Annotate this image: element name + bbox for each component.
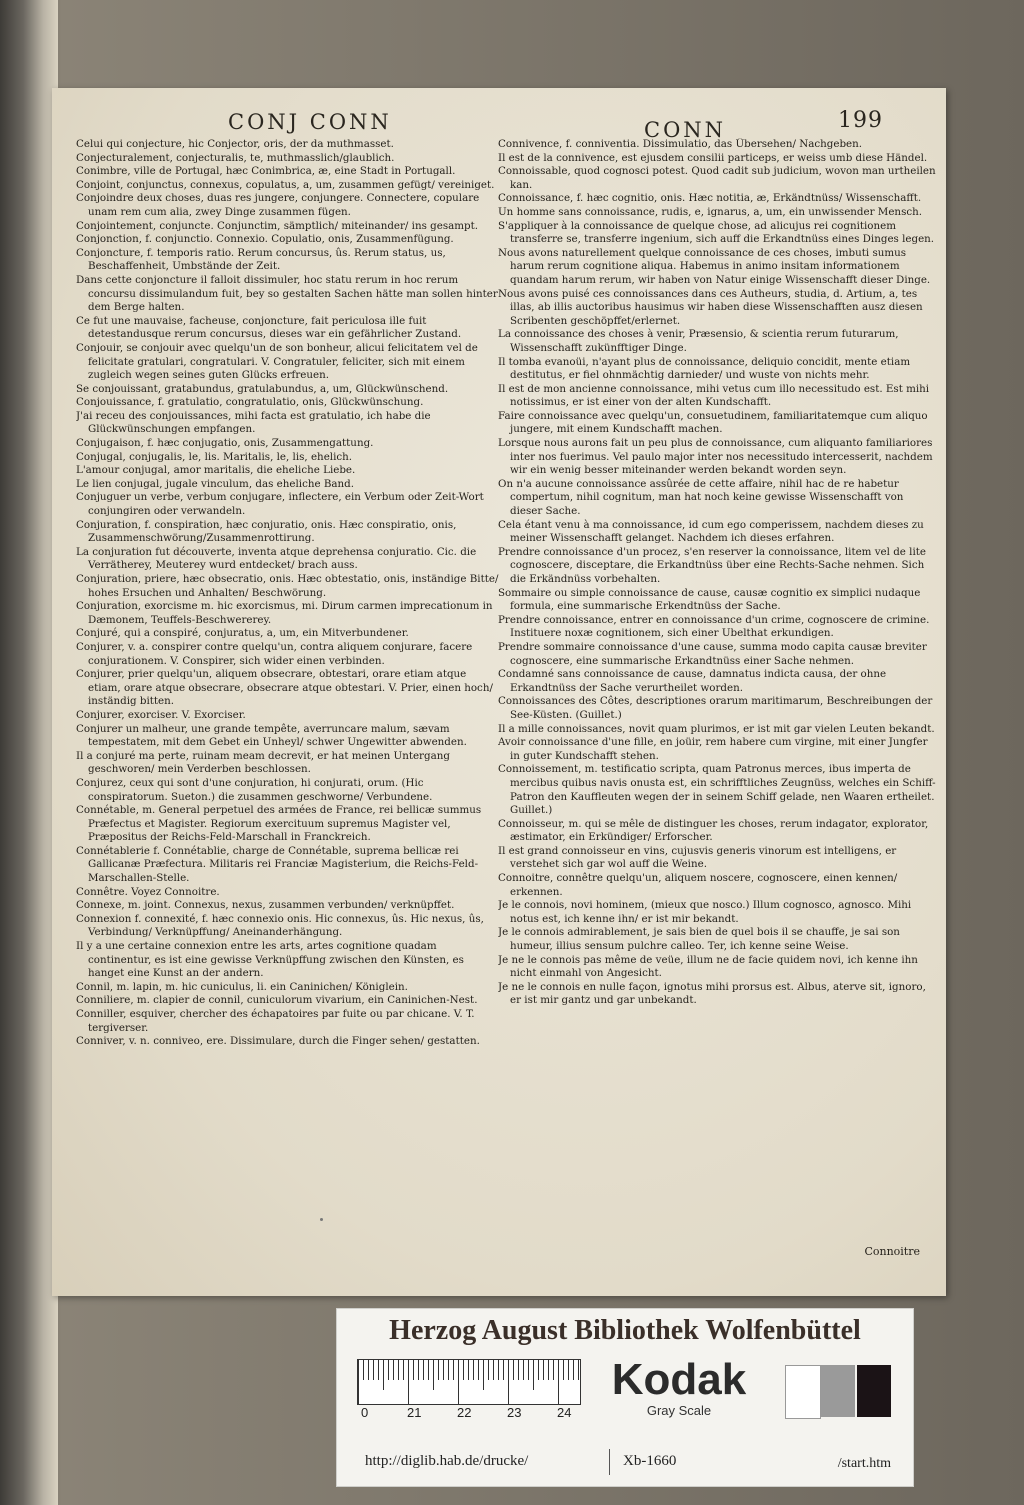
ruler-number: 24 (557, 1405, 572, 1420)
dictionary-entry: Conjugal, conjugalis, le, lis. Maritalis, le, lis, ehelich. (76, 450, 353, 463)
book-binding (0, 0, 58, 1505)
dictionary-entry: S'appliquer à la connoissance de quelque chose, ad alicujus rei cognitionem transferre se, transferre ingenium, sich auff die Erkandtnüss eines Dinges legen. (498, 219, 935, 246)
ruler-tick (558, 1360, 559, 1404)
ruler-tick (443, 1360, 444, 1380)
dictionary-entry: Conjuration, f. conspiration, hæc conjuratio, onis. Hæc conspiratio, onis, Zusammenschwörung/Zusammenrottirung. (76, 518, 457, 545)
ruler-tick (428, 1360, 429, 1380)
dictionary-entry: Connoissable, quod cognosci potest. Quod cadit sub judicium, wovon man urtheilen kan. (498, 165, 936, 191)
dictionary-entry: Connil, m. lapin, m. hic cuniculus, li. ein Caninichen/ Königlein. (76, 980, 408, 993)
dictionary-entry: Connoisseur, m. qui se mêle de distinguer les choses, rerum indagator, explorator, æstimator, ein Erkündiger/ Erforscher. (498, 817, 929, 844)
dictionary-entry: Conjouissance, f. gratulatio, congratulatio, onis, Glückwünschung. (76, 396, 424, 409)
dictionary-entry: Connoissances des Côtes, descriptiones orarum maritimarum, Beschreibungen der See-Küsten. (Guillet.) (498, 695, 933, 721)
ruler-tick (553, 1360, 554, 1380)
ruler-tick (408, 1360, 409, 1404)
ruler-tick (563, 1360, 564, 1380)
ruler-number: 23 (507, 1405, 522, 1420)
ruler-tick (543, 1360, 544, 1380)
dictionary-entry: Il y a une certaine connexion entre les arts, artes cognitione quadam continentur, es ist eine gewisse Verknüpffung zwischen den Künsten, es hanget eine Kunst an der andern. (76, 940, 464, 980)
ruler-tick (378, 1360, 379, 1380)
dictionary-entry: Conjuration, exorcisme m. hic exorcismus, mi. Dirum carmen imprecationum in Dæmonem, Teuffels-Beschwererey. (76, 600, 493, 626)
ruler-tick (488, 1360, 489, 1380)
ruler-tick (578, 1360, 579, 1380)
color-target-card (336, 1308, 914, 1487)
dictionary-entry: Condamné sans connoissance de cause, damnatus indicta causa, der ohne Erkandtnüss der Sache verurtheilet worden. (498, 668, 887, 694)
ruler-tick (398, 1360, 399, 1380)
dictionary-entry: Il a conjuré ma perte, ruinam meam decrevit, er hat meinen Untergang geschworen/ mein Verderben beschlossen. (76, 749, 450, 776)
dictionary-entry: Je ne le connois en nulle façon, ignotus mihi prorsus est. Albus, aterve sit, ignoro, er ist mir gantz und gar unbekandt. (498, 980, 926, 1007)
dictionary-entry: Nous avons naturellement quelque connoissance de ces choses, imbuti sumus harum rerum cognitione aliqua. Habemus in animo insitam informationem quandam harum rerum, wir haben von Natur einige Wissenschafft dieser Dinge. (498, 246, 931, 286)
ruler-tick (423, 1360, 424, 1380)
divider (609, 1449, 610, 1475)
dictionary-entry: Prendre connoissance d'un procez, s'en reserver la connoissance, litem vel de lite cognoscere, disceptare, die Erkandtnüss über eine Rechts-Sache nehmen. Sich die Erkändnüss vorbehalten. (498, 545, 926, 585)
ruler-tick (468, 1360, 469, 1380)
dictionary-entry: Il est grand connoisseur en vins, cujusvis generis vinorum est intelligens, er verstehet sich gar wol auff die Weine. (498, 844, 897, 871)
dictionary-entry: Connêtre. Voyez Connoitre. (76, 885, 220, 898)
dictionary-entry: Lorsque nous aurons fait un peu plus de connoissance, cum aliquanto familiariores inter nos fuerimus. Vel paulo major inter nos necessitudo intercesserit, nachdem wir ein wenig besser miteinander werden bekandt worden seyn. (498, 437, 933, 477)
dictionary-entry: Il a mille connoissances, novit quam plurimos, er ist mit gar vielen Leuten bekandt. (498, 722, 935, 735)
ruler-tick (483, 1360, 484, 1390)
catchword: Connoitre (864, 1245, 920, 1258)
ruler-tick (573, 1360, 574, 1380)
ruler-tick (438, 1360, 439, 1380)
dictionary-entry: Conjoint, conjunctus, connexus, copulatus, a, um, zusammen gefügt/ vereiniget. (76, 178, 495, 191)
dictionary-entry: Sommaire ou simple connoissance de cause, causæ cognitio ex simplici nudaque formula, eine summarische Erkendtnüss der Sache. (498, 586, 921, 613)
dictionary-entry: Il tomba evanoüi, n'ayant plus de connoissance, deliquio concidit, mente etiam destitutus, er fiel ohnmächtig darnieder/ und wuste von nichts mehr. (498, 355, 911, 382)
gray-scale-label: Gray Scale (646, 1403, 712, 1418)
start-path: /start.htm (837, 1456, 891, 1471)
dictionary-entry: La connoissance des choses à venir, Præsensio, & scientia rerum futurarum, Wissenschafft zukünfftiger Dinge. (498, 328, 899, 354)
dictionary-entry: Conjouir, se conjouir avec quelqu'un de son bonheur, alicui felicitatem vel de felicitate gratulari, congratulari. V. Congratuler, feliciter, sich mit einem zugleich wegen seines guten Glücks erfreuen. (76, 341, 478, 382)
dictionary-entry: Conjoindre deux choses, duas res jungere, conjungere. Connectere, copulare unam rem cum alia, zwey Dinge zusammen fügen. (76, 192, 480, 218)
ruler-number: 21 (407, 1405, 422, 1420)
library-name: Herzog August Bibliothek Wolfenbüttel (389, 1315, 861, 1346)
dictionary-entry: Conniliere, m. clapier de connil, cuniculorum vivarium, ein Caninichen-Nest. (76, 994, 478, 1007)
dictionary-entry: Se conjouissant, gratabundus, gratulabundus, a, um, Glückwünschend. (76, 382, 449, 395)
dictionary-entry: Conjoncture, f. temporis ratio. Rerum concursus, ûs. Rerum status, us, Beschaffenheit, Umbstände der Zeit. (76, 246, 446, 273)
book-page (52, 88, 946, 1296)
ruler-tick (463, 1360, 464, 1380)
dictionary-entry: Je ne le connois pas même de veüe, illum ne de facie quidem novi, ich kenne ihn nicht einmahl von Angesicht. (498, 953, 918, 980)
dictionary-entry: Conjurer, prier quelqu'un, aliquem obsecrare, obtestari, orare etiam atque etiam, orare atque obsecrare, obsecrare atque obtestari. V. Prier, einen hoch/ inständig bitten. (76, 668, 493, 708)
ruler-tick (363, 1360, 364, 1380)
dictionary-entry: Prendre connoissance, entrer en connoissance d'un crime, cognoscere de crimine. Instituere noxæ cognitionem, sich einer Ubelthat erkundigen. (498, 613, 930, 640)
ruler-tick (383, 1360, 384, 1390)
dictionary-entry: Connoissance, f. hæc cognitio, onis. Hæc notitia, æ, Erkändtnüss/ Wissenschafft. (498, 192, 922, 205)
dictionary-entry: Conniller, esquiver, chercher des échapatoires par fuite ou par chicane. V. T. tergiverser. (76, 1008, 475, 1034)
dictionary-entry: Conjuration, priere, hæc obsecratio, onis. Hæc obtestatio, onis, inständige Bitte/ hohes Ersuchen und Anhalten/ Beschwörung. (76, 573, 499, 599)
dictionary-entry: J'ai receu des conjouissances, mihi facta est gratulatio, ich habe die Glückwünschungen empfangen. (76, 409, 431, 436)
dictionary-entry: Conjuguer un verbe, verbum conjugare, inflectere, ein Verbum oder Zeit-Wort conjungiren oder verwandeln. (76, 491, 484, 518)
dictionary-entry: Connétable, m. General perpetuel des armées de France, rei bellicæ summus Præfectus et Magister. Regiorum exercituum supremus Magister vel, Præpositus der Reichs-Feld-Marschall in Franckreich. (76, 804, 482, 844)
ruler-tick (508, 1360, 509, 1404)
ruler-tick (388, 1360, 389, 1380)
ruler-tick (373, 1360, 374, 1380)
ruler-tick (503, 1360, 504, 1380)
dictionary-entry: Prendre sommaire connoissance d'une cause, summa modo capita causæ breviter cognoscere, eine summarische Erkandtnüss einer Sache nehmen. (498, 640, 927, 667)
ruler-number: 0 (361, 1405, 369, 1420)
kodak-logo: Kodak (611, 1355, 747, 1404)
dictionary-entry: Connexe, m. joint. Connexus, nexus, zusammen verbunden/ verknüpffet. (76, 899, 455, 912)
dictionary-entry: Le lien conjugal, jugale vinculum, das eheliche Band. (76, 477, 355, 490)
dictionary-entry: Connexion f. connexité, f. hæc connexio onis. Hic connexus, ûs. Hic nexus, ûs, Verbindung/ Verknüpffung/ Aneinanderhängung. (76, 912, 484, 939)
right-column (498, 138, 936, 1288)
ruler-tick (533, 1360, 534, 1390)
dictionary-entry: Conjuré, qui a conspiré, conjuratus, a, um, ein Mitverbundener. (76, 627, 409, 640)
dictionary-entry: Conimbre, ville de Portugal, hæc Conimbrica, æ, eine Stadt in Portugall. (76, 165, 456, 178)
library-url: http://diglib.hab.de/drucke/ (365, 1453, 529, 1469)
dictionary-entry: Connétablerie f. Connétablie, charge de Connétable, suprema bellicæ rei Gallicanæ Præfectura. Militaris rei Franciæ Magisterium, die Reichs-Feld-Marschallen-Stelle. (76, 844, 479, 885)
ruler-tick (513, 1360, 514, 1380)
dictionary-entry: Dans cette conjoncture il falloit dissimuler, hoc statu rerum in hoc rerum concursu dissimulandum fuit, bey so gestalten Sachen hätte man sollen hinter dem Berge halten. (76, 273, 498, 314)
dictionary-entry: Connoissement, m. testificatio scripta, quam Patronus merces, ibus imperta de mercibus quibus navis onusta est, ein schrifftliches Zeugnüss, welches ein Schiff-Patron den Kauffleuten wegen der in seinem Schiff gelade, nen Waaren ertheilet. Guillet.) (498, 763, 936, 817)
dictionary-entry: On n'a aucune connoissance assûrée de cette affaire, nihil hac de re habetur compertum, nihil cognitum, man hat noch keine gewisse Wissenschafft von dieser Sache. (498, 477, 904, 518)
swatch-black (857, 1365, 891, 1417)
running-head-left: CONJ CONN (228, 110, 392, 134)
dictionary-entry: Connivence, f. conniventia. Dissimulatio, das Übersehen/ Nachgeben. (498, 138, 863, 150)
page-number: 199 (838, 108, 883, 133)
ruler-tick (403, 1360, 404, 1380)
ruler-number: 22 (457, 1405, 472, 1420)
dictionary-entry: Je le connois admirablement, je sais bien de quel bois il se chauffe, je sai son humeur, illius sensum pulchre calleo. Ter, ich kenne seine Weise. (498, 926, 900, 953)
dictionary-entry: Conjurer un malheur, une grande tempête, averruncare malum, sævam tempestatem, mit dem Gebet ein Unheyl/ schwer Ungewitter abwenden. (76, 722, 467, 749)
dictionary-entry: Conjecturalement, conjecturalis, te, muthmasslich/glaublich. (76, 151, 395, 164)
ruler-tick (473, 1360, 474, 1380)
ruler-tick (453, 1360, 454, 1380)
dictionary-entry: Faire connoissance avec quelqu'un, consuetudinem, familiaritatemque cum aliquo jungere, mit einem Kundschafft machen. (498, 409, 928, 436)
swatch-white (785, 1365, 821, 1419)
ruler-tick (368, 1360, 369, 1380)
running-head-right: CONN (644, 118, 727, 142)
dictionary-entry: Je le connois, novi hominem, (mieux que nosco.) Illum cognosco, agnosco. Mihi notus est, ich kenne ihn/ er ist mir bekandt. (498, 899, 912, 925)
ruler-tick (448, 1360, 449, 1380)
dictionary-entry: La conjuration fut découverte, inventa atque deprehensa conjuratio. Cic. die Verrätherey, Meuterey wurd entdecket/ brach auss. (76, 545, 477, 572)
ruler-tick (393, 1360, 394, 1380)
dictionary-entry: Avoir connoissance d'une fille, en joüir, rem habere cum virgine, mit einer Jungfer in guter Kundschafft stehen. (498, 736, 928, 762)
dictionary-entry: Conniver, v. n. conniveo, ere. Dissimulare, durch die Finger sehen/ gestatten. (76, 1035, 480, 1048)
ruler-tick (418, 1360, 419, 1380)
ruler-tick (478, 1360, 479, 1380)
dictionary-entry: Conjonction, f. conjunctio. Connexio. Copulatio, onis, Zusammenfügung. (76, 233, 454, 246)
dictionary-entry: Conjurer, exorciser. V. Exorciser. (76, 708, 246, 721)
ruler-tick (538, 1360, 539, 1380)
ruler-numbers (361, 1405, 581, 1421)
page-mark (320, 1218, 323, 1221)
dictionary-entry: Il est de la connivence, est ejusdem consilii particeps, er weiss umb diese Händel. (498, 151, 928, 164)
dictionary-entry: Conjurez, ceux qui sont d'une conjuration, hi conjurati, orum. (Hic conspiratorum. Sueton.) die zusammen geschworne/ Verbundene. (76, 776, 433, 803)
dictionary-entry: L'amour conjugal, amor maritalis, die eheliche Liebe. (76, 464, 356, 477)
dictionary-entry: Conjurer, v. a. conspirer contre quelqu'un, contra aliquem conjurare, facere conjurationem. V. Conspirer, sich wider einen verbinden. (76, 640, 473, 667)
dictionary-entry: Il est de mon ancienne connoissance, mihi vetus cum illo necessitudo est. Est mihi notissimus, er ist einer von der alten Kundschafft. (498, 382, 930, 409)
ruler-scale (357, 1359, 581, 1405)
dictionary-entry: Celui qui conjecture, hic Conjector, oris, der da muthmasset. (76, 138, 394, 150)
dictionary-entry: Ce fut une mauvaise, facheuse, conjoncture, fait periculosa ille fuit detestandusque rerum concursus, dieses war ein gefährlicher Zustand. (76, 314, 462, 341)
ruler-tick (518, 1360, 519, 1380)
ruler-tick (433, 1360, 434, 1390)
ruler-tick (548, 1360, 549, 1380)
left-column (76, 138, 502, 1288)
ruler-tick (413, 1360, 414, 1380)
ruler-tick (458, 1360, 459, 1404)
shelfmark: Xb-1660 (623, 1453, 677, 1469)
ruler-tick (528, 1360, 529, 1380)
ruler-tick (498, 1360, 499, 1380)
dictionary-entry: Nous avons puisé ces connoissances dans ces Autheurs, studia, d. Artium, a, tes illas, ab illis auctoribus hausimus wir haben diese Wissenschafften ausz diesen Scribenten geschöpffet/erlernet. (498, 287, 923, 327)
ruler-tick (493, 1360, 494, 1380)
dictionary-entry: Cela étant venu à ma connoissance, id cum ego comperissem, nachdem dieses zu meiner Wissenschafft gelanget. Nachdem ich dieses erfahren. (498, 518, 924, 545)
ruler-tick (568, 1360, 569, 1380)
swatch-gray (821, 1365, 855, 1417)
ruler-tick (358, 1360, 359, 1404)
ruler-tick (523, 1360, 524, 1380)
dictionary-entry: Conjugaison, f. hæc conjugatio, onis, Zusammengattung. (76, 437, 374, 450)
dictionary-entry: Conjointement, conjuncte. Conjunctim, sämptlich/ miteinander/ ins gesampt. (76, 219, 479, 232)
dictionary-entry: Connoitre, connêtre quelqu'un, aliquem noscere, cognoscere, einen kennen/ erkennen. (498, 872, 898, 898)
dictionary-entry: Un homme sans connoissance, rudis, e, ignarus, a, um, ein unwissender Mensch. (498, 205, 923, 218)
